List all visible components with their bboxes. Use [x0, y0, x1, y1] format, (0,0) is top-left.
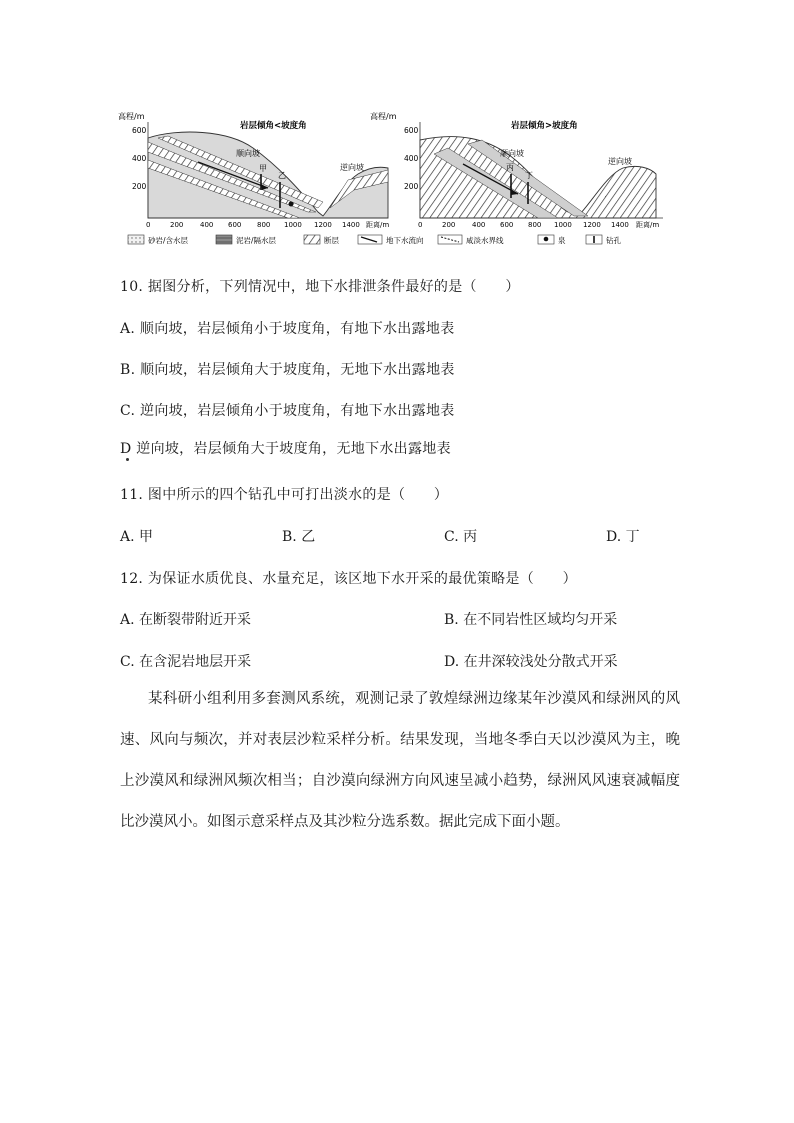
q10-option-c: C. 逆向坡，岩层倾角小于坡度角，有地下水出露地表: [120, 403, 455, 419]
well-label-ding: 丁: [525, 171, 533, 180]
well-label-yi: 乙: [278, 171, 286, 180]
reading-passage: [120, 679, 680, 843]
left-xtick: 1000: [284, 221, 302, 229]
q12-option-c: C. 在含泥岩地层开采: [120, 654, 252, 670]
right-xtick: 600: [500, 221, 514, 229]
q12-option-b: B. 在不同岩性区域均匀开采: [444, 612, 618, 628]
left-chart-title: 岩层倾角<坡度角: [240, 121, 307, 131]
legend-label: 泥岩/隔水层: [236, 236, 277, 245]
q12-stem: 12. 为保证水质优良、水量充足，该区地下水开采的最优策略是（ ）: [120, 571, 577, 587]
left-spring-icon: [289, 202, 294, 207]
right-chart: [370, 111, 663, 229]
right-xtick: 1000: [554, 221, 572, 229]
right-xtick: 1200: [583, 221, 601, 229]
right-xtick: 800: [528, 221, 542, 229]
q11-option-a: A. 甲: [120, 529, 154, 545]
left-slope-down-label: 顺向坡: [236, 149, 260, 158]
well-label-jia: 甲: [259, 164, 267, 173]
left-chart: [118, 111, 389, 229]
left-xtick: 1400: [342, 221, 360, 229]
right-xtick: 200: [442, 221, 456, 229]
legend-label: 咸淡水界线: [466, 236, 504, 245]
right-chart-title: 岩层倾角>坡度角: [511, 121, 578, 131]
mudstone-legend-swatch: [216, 235, 232, 244]
right-ytick: 200: [404, 182, 419, 191]
right-xlabel: 距离/m: [636, 221, 660, 229]
q11-option-c: C. 丙: [444, 529, 478, 545]
left-xtick: 400: [200, 221, 214, 229]
right-slope-down-label: 顺向坡: [500, 149, 524, 158]
left-ytick: 400: [132, 154, 147, 163]
legend-label: 地下水流向: [386, 236, 424, 245]
q10-option-b: B. 顺向坡，岩层倾角大于坡度角，无地下水出露地表: [120, 362, 455, 378]
left-xtick: 600: [228, 221, 242, 229]
sandstone-legend-swatch: [128, 235, 144, 244]
q11-option-b: B. 乙: [282, 529, 316, 545]
q11-option-d: D. 丁: [606, 529, 640, 545]
well-label-bing: 丙: [506, 163, 514, 172]
right-xtick: 400: [472, 221, 486, 229]
spring-icon: [544, 237, 549, 242]
figure-legend: [128, 235, 621, 245]
right-ytick: 400: [404, 154, 419, 163]
legend-label: 泉: [558, 236, 566, 245]
left-ytick: 200: [132, 182, 147, 191]
stray-dot: [126, 458, 129, 461]
legend-label: 钻孔: [606, 236, 621, 245]
right-xtick: 0: [418, 221, 423, 229]
q12-option-a: A. 在断裂带附近开采: [120, 612, 252, 628]
passage-text: 某科研小组利用多套测风系统，观测记录了敦煌绿洲边缘某年沙漠风和绿洲风的风速、风向与频次，并对表层沙粒采样分析。结果发现，当地冬季白天以沙漠风为主，晚上沙漠风和绿洲风频次相当；自沙漠向绿洲方向风速呈减小趋势，绿洲风风速衰减幅度比沙漠风小。如图示意采样点及其沙粒分选系数。据此完成下面小题。: [120, 691, 680, 830]
left-xlabel: 距离/m: [366, 221, 390, 229]
right-ytick: 600: [404, 126, 419, 135]
right-xtick: 1400: [611, 221, 629, 229]
left-xtick: 0: [146, 221, 151, 229]
legend-label: 砂岩/含水层: [148, 236, 189, 245]
q10-stem: 10. 据图分析，下列情况中，地下水排泄条件最好的是（ ）: [120, 279, 520, 295]
boundary-legend-box: [438, 235, 462, 244]
q10-option-d: D 逆向坡，岩层倾角大于坡度角，无地下水出露地表: [120, 441, 451, 457]
geology-cross-section-figure: [118, 108, 678, 254]
left-xtick: 800: [257, 221, 271, 229]
left-ytick: 600: [132, 126, 147, 135]
left-xtick: 200: [170, 221, 184, 229]
q12-option-d: D. 在井深较浅处分散式开采: [444, 654, 618, 670]
legend-label: 断层: [324, 236, 339, 245]
left-slope-up-label: 逆向坡: [340, 163, 364, 172]
fault-legend-swatch: [304, 235, 320, 244]
left-xtick: 1200: [314, 221, 332, 229]
right-ylabel: 高程/m: [370, 112, 397, 121]
q10-option-a: A. 顺向坡，岩层倾角小于坡度角，有地下水出露地表: [120, 321, 455, 337]
right-slope-up-label: 逆向坡: [608, 157, 632, 166]
q11-stem: 11. 图中所示的四个钻孔中可打出淡水的是（ ）: [120, 487, 449, 503]
left-ylabel: 高程/m: [118, 112, 145, 121]
